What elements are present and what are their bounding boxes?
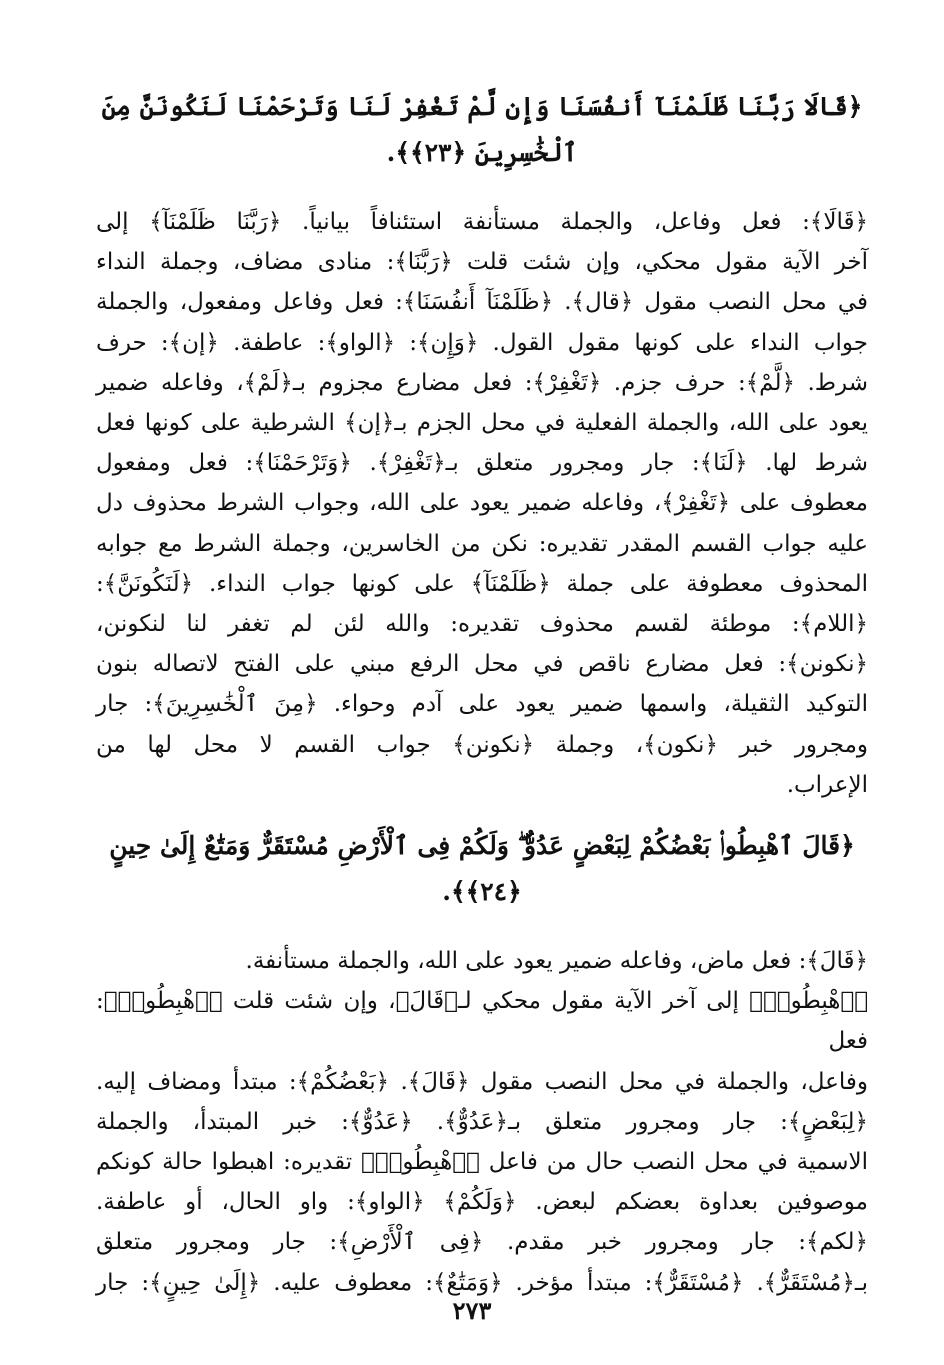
text-line: التوكيد الثقيلة، واسمها ضمير يعود على آدم وحواء. ﴿مِنَ ٱلْخَٰسِرِينَ﴾: جار — [96, 691, 868, 718]
text-line: ﴿لِبَعْضٍ﴾: جار ومجرور متعلق بـ﴿عَدُوٌّ﴾. ﴿عَدُوٌّ﴾: خبر المبتدأ، والجملة — [96, 1108, 868, 1135]
text-line: في محل النصب مقول ﴿قال﴾. ﴿ظَلَمْنَآ أَنفُسَنَا﴾: فعل وفاعل ومفعول، والجملة — [96, 289, 868, 316]
text-line: ﴿قَالَ﴾: فعل ماض، وفاعله ضمير يعود على الله، والجملة مستأنفة. — [245, 948, 868, 975]
text-line: جواب النداء على كونها مقول القول. ﴿وَإِن﴾: ﴿الواو﴾: عاطفة. ﴿إن﴾: حرف — [96, 329, 868, 356]
text-line: ﴿قَالَا﴾: فعل وفاعل، والجملة مستأنفة استئنافاً بيانياً. ﴿رَبَّنَا ظَلَمْنَآ﴾ إلى — [96, 209, 868, 235]
text-line: يعود على الله، والجملة الفعلية في محل الجزم بـ﴿إن﴾ الشرطية على كونها فعل — [96, 410, 868, 437]
text-line: ﴿ٱهْبِطُوا۟﴾ إلى آخر الآية مقول محكي لـ﴿قَالَ﴾، وإن شئت قلت ﴿ٱهْبِطُوا۟﴾: فعل — [96, 988, 868, 1055]
grammar-analysis-verse-23 — [96, 202, 868, 805]
grammar-analysis-verse-24 — [96, 941, 868, 1303]
text-line: معطوف على ﴿تَغْفِرْ﴾، وفاعله ضمير يعود على الله، وجواب الشرط محذوف دل — [96, 490, 868, 517]
section-gap — [96, 805, 868, 823]
text-line: المحذوف معطوفة على جملة ﴿ظَلَمْنَآ﴾ على كونها جواب النداء. ﴿لَنَكُونَنَّ﴾: — [96, 570, 868, 597]
text-line: آخر الآية مقول محكي، وإن شئت قلت ﴿رَبَّنَا﴾: منادى مضاف، وجملة النداء — [96, 249, 868, 276]
quran-verse-23: ﴿قَالَا رَبَّنَا ظَلَمْنَآ أَنفُسَنَا وَإِن لَّمْ تَغْفِرْ لَنَا وَتَرْحَمْنَا لَنَكُونَنَّ مِنَ ٱلْخَٰسِرِينَ ﴿٢٣﴾﴾. — [101, 92, 863, 167]
page-number: ٢٧٣ — [452, 1296, 492, 1325]
text-line: بـ﴿مُسْتَقَرٌّ﴾. ﴿مُسْتَقَرٌّ﴾: مبتدأ مؤخر. ﴿وَمَتَٰعٌ﴾: معطوف عليه. ﴿إِلَىٰ حِينٍ﴾: جار — [96, 1269, 868, 1296]
text-line: شرط لها. ﴿لَنَا﴾: جار ومجرور متعلق بـ﴿تَغْفِرْ﴾. ﴿وَتَرْحَمْنَا﴾: فعل ومفعول — [96, 450, 868, 477]
text-line: ﴿اللام﴾: موطئة لقسم محذوف تقديره: والله لئن لم تغفر لنا لنكونن، — [96, 611, 868, 638]
text-line: موصوفين بعداوة بعضكم لبعض. ﴿وَلَكُمْ﴾ ﴿الواو﴾: واو الحال، أو عاطفة. — [96, 1189, 868, 1216]
text-line: ﴿لكم﴾: جار ومجرور خبر مقدم. ﴿فِى ٱلْأَرْضِ﴾: جار ومجرور متعلق — [96, 1229, 868, 1256]
text-line: ﴿نكونن﴾: فعل مضارع ناقص في محل الرفع مبني على الفتح لاتصاله بنون — [96, 651, 868, 678]
text-line: الإعراب. — [786, 771, 868, 798]
text-line: عليه جواب القسم المقدر تقديره: نكن من الخاسرين، وجملة الشرط مع جوابه — [96, 530, 868, 557]
quran-verse-24: ﴿قَالَ ٱهْبِطُوا۟ بَعْضُكُمْ لِبَعْضٍ عَدُوٌّ ۖ وَلَكُمْ فِى ٱلْأَرْضِ مُسْتَقَرٌّ وَمَتَٰعٌ إِلَىٰ حِينٍ ﴿٢٤﴾﴾. — [109, 831, 855, 907]
text-line: الاسمية في محل النصب حال من فاعل ﴿ٱهْبِطُوا۟﴾ تقديره: اهبطوا حالة كونكم — [96, 1149, 868, 1176]
text-line: شرط. ﴿لَّمْ﴾: حرف جزم. ﴿تَغْفِرْ﴾: فعل مضارع مجزوم بـ﴿لَمْ﴾، وفاعله ضمير — [96, 369, 868, 396]
text-line: وفاعل، والجملة في محل النصب مقول ﴿قَالَ﴾. ﴿بَعْضُكُمْ﴾: مبتدأ ومضاف إليه. — [96, 1068, 868, 1095]
text-line: ومجرور خبر ﴿نكون﴾، وجملة ﴿نكونن﴾ جواب القسم لا محل لها من — [96, 731, 868, 758]
